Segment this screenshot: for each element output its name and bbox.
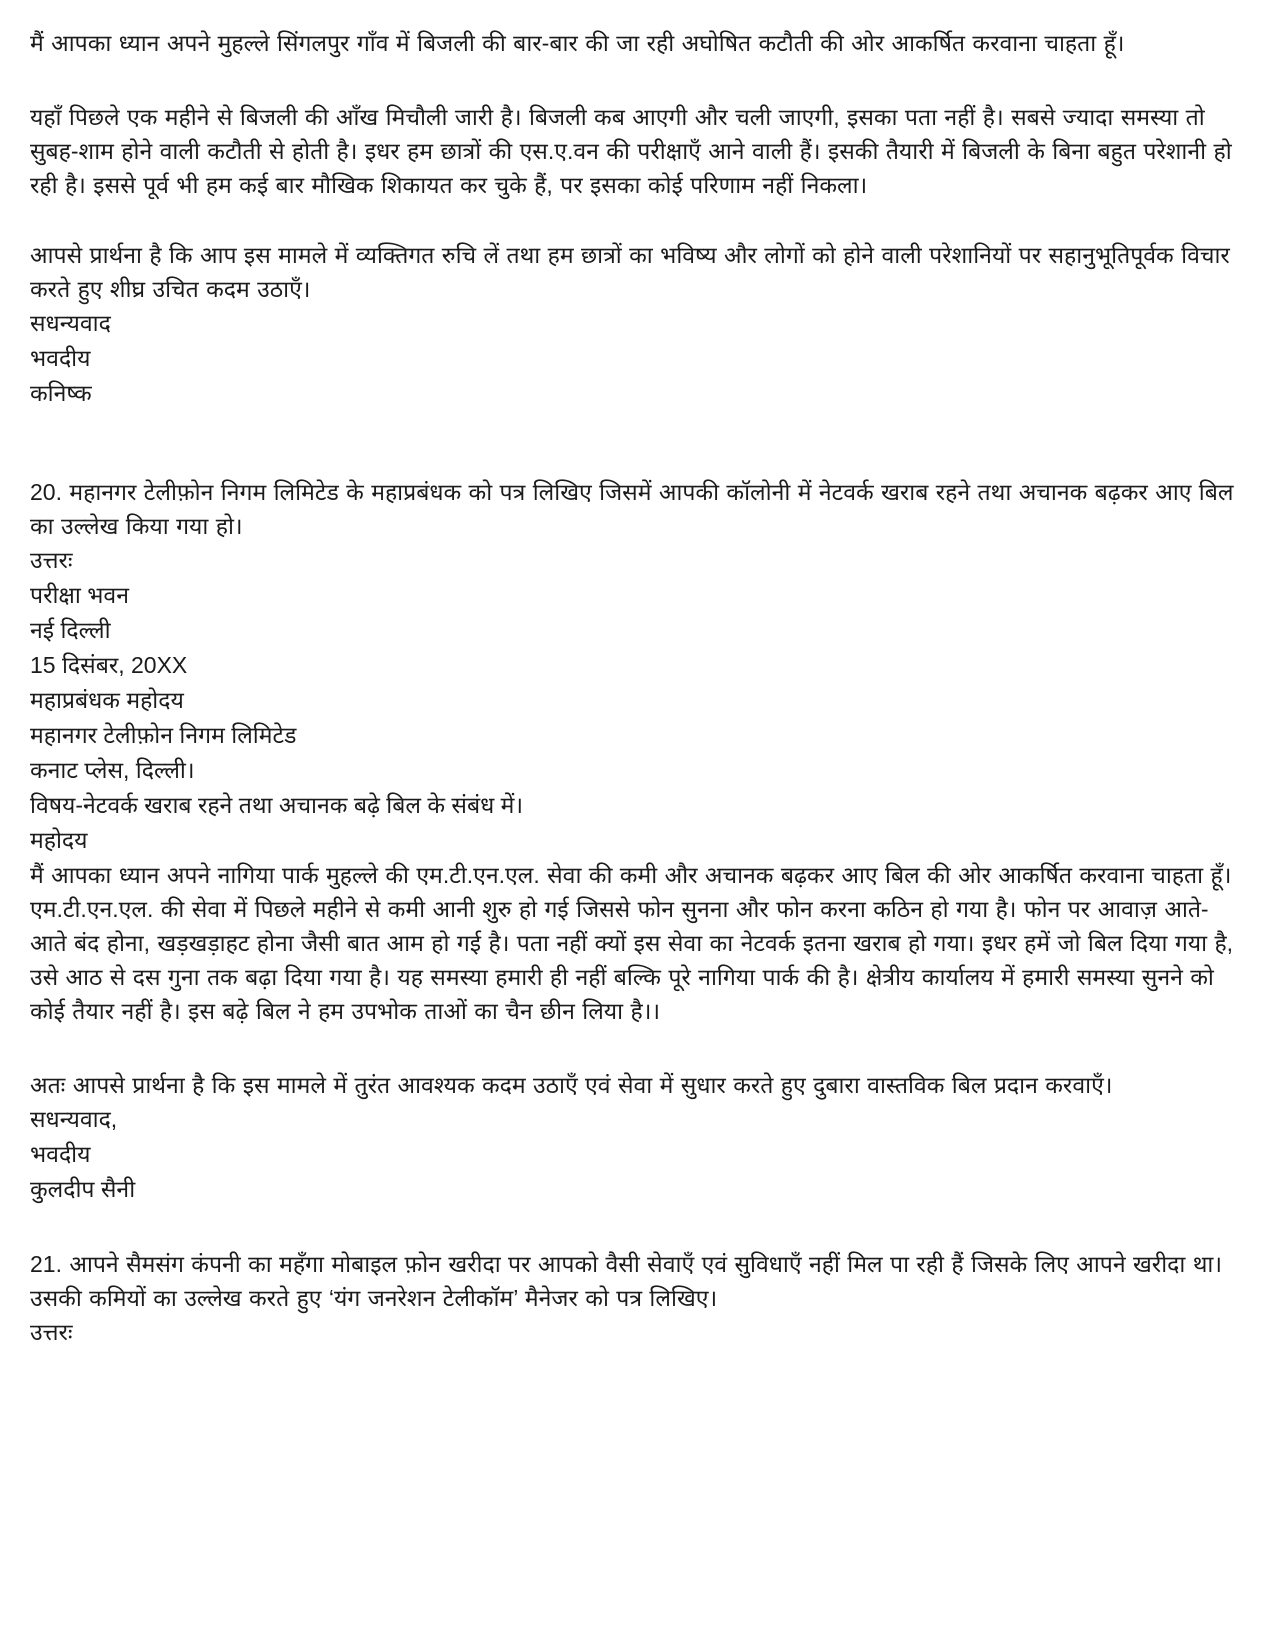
letter2-closing-block [30, 1102, 1245, 1207]
letter2-address-city: नई दिल्ली [30, 617, 111, 643]
letter1-closing-thanks: सधन्यवाद [30, 310, 111, 336]
letter2-paragraph-3: अतः आपसे प्रार्थना है कि इस मामले में तुरंत आवश्यक कदम उठाएँ एवं सेवा में सुधार करते हुए दुबारा वास्तविक बिल प्रदान करवाएँ। [30, 1072, 1113, 1098]
letter2-subject-line: विषय-नेटवर्क खराब रहने तथा अचानक बढ़े बिल के संबंध में। [30, 792, 524, 818]
letter2-recipient-place: कनाट प्लेस, दिल्ली। [30, 757, 195, 783]
letter2-address-exam-hall: परीक्षा भवन [30, 582, 129, 608]
letter2-body-block [30, 858, 1245, 1028]
letter2-closing-yours: भवदीय [30, 1141, 91, 1167]
letter1-closing-yours: भवदीय [30, 345, 91, 371]
letter2-paragraph-2: एम.टी.एन.एल. की सेवा में पिछले महीने से कमी आनी शुरु हो गई जिससे फोन सुनना और फोन करना कठिन हो गया है। फोन पर आवाज़ आते-आते बंद होना, खड़खड़ाहट होना जैसी बात आम हो गई है। पता नहीं क्यों इस सेवा का नेटवर्क इतना खराब हो गया। इधर हमें जो बिल दिया गया है, उसे आठ से दस गुना तक बढ़ा दिया गया है। यह समस्या हमारी ही नहीं बल्कि पूरे नागिया पार्क की है। क्षेत्रीय कार्यालय में हमारी समस्या सुनने को कोई तैयार नहीं है। इस बढ़े बिल ने हम उपभोक ताओं का चैन छीन लिया है।। [30, 896, 1234, 1024]
letter1-paragraph-3: आपसे प्रार्थना है कि आप इस मामले में व्यक्तिगत रुचि लें तथा हम छात्रों का भविष्य और लोगों को होने वाली परेशानियों पर सहानुभूतिपूर्वक विचार करते हुए शीघ्र उचित कदम उठाएँ। [30, 242, 1230, 302]
letter1-paragraph-2: यहाँ पिछले एक महीने से बिजली की आँख मिचौली जारी है। बिजली कब आएगी और चली जाएगी, इसका पता नहीं है। सबसे ज्यादा समस्या तो सुबह-शाम होने वाली कटौती से होती है। इधर हम छात्रों की एस.ए.वन की परीक्षाएँ आने वाली हैं। इसकी तैयारी में बिजली के बिना बहुत परेशानी हो रही है। इससे पूर्व भी हम कई बार मौखिक शिकायत कर चुके हैं, पर इसका कोई परिणाम नहीं निकला। [30, 104, 1232, 198]
question-20-text: 20. महानगर टेलीफ़ोन निगम लिमिटेड के महाप्रबंधक को पत्र लिखिए जिसमें आपकी कॉलोनी में नेटवर्क खराब रहने तथा अचानक बढ़कर आए बिल का उल्लेख किया गया हो। [30, 479, 1234, 539]
question-20-answer-label: उत्तरः [30, 547, 73, 573]
letter2-recipient-title: महाप्रबंधक महोदय [30, 687, 184, 713]
question-21-answer-label: उत्तरः [30, 1319, 73, 1345]
question-21-text: 21. आपने सैमसंग कंपनी का महँगा मोबाइल फ़ोन खरीदा पर आपको वैसी सेवाएँ एवं सुविधाएँ नहीं मिल पा रही हैं जिसके लिए आपने खरीदा था। उसकी कमियों का उल्लेख करते हुए ‘यंग जनरेशन टेलीकॉम’ मैनेजर को पत्र लिखिए। [30, 1251, 1223, 1311]
letter2-recipient-org: महानगर टेलीफ़ोन निगम लिमिटेड [30, 722, 297, 748]
letter2-salutation: महोदय [30, 827, 88, 853]
letter1-signature: कनिष्क [30, 380, 92, 406]
letter2-closing-thanks: सधन्यवाद, [30, 1106, 118, 1132]
letter2-address-block [30, 578, 1245, 823]
letter1-closing-block [30, 306, 1245, 411]
letter2-date: 15 दिसंबर, 20XX [30, 652, 188, 678]
letter2-paragraph-1: मैं आपका ध्यान अपने नागिया पार्क मुहल्ले की एम.टी.एन.एल. सेवा की कमी और अचानक बढ़कर आए बिल की ओर आकर्षित करवाना चाहता हूँ। [30, 862, 1232, 888]
letter1-paragraph-1: मैं आपका ध्यान अपने मुहल्ले सिंगलपुर गाँव में बिजली की बार-बार की जा रही अघोषित कटौती की ओर आकर्षित करवाना चाहता हूँ। [30, 30, 1125, 56]
letter2-signature: कुलदीप सैनी [30, 1176, 136, 1202]
